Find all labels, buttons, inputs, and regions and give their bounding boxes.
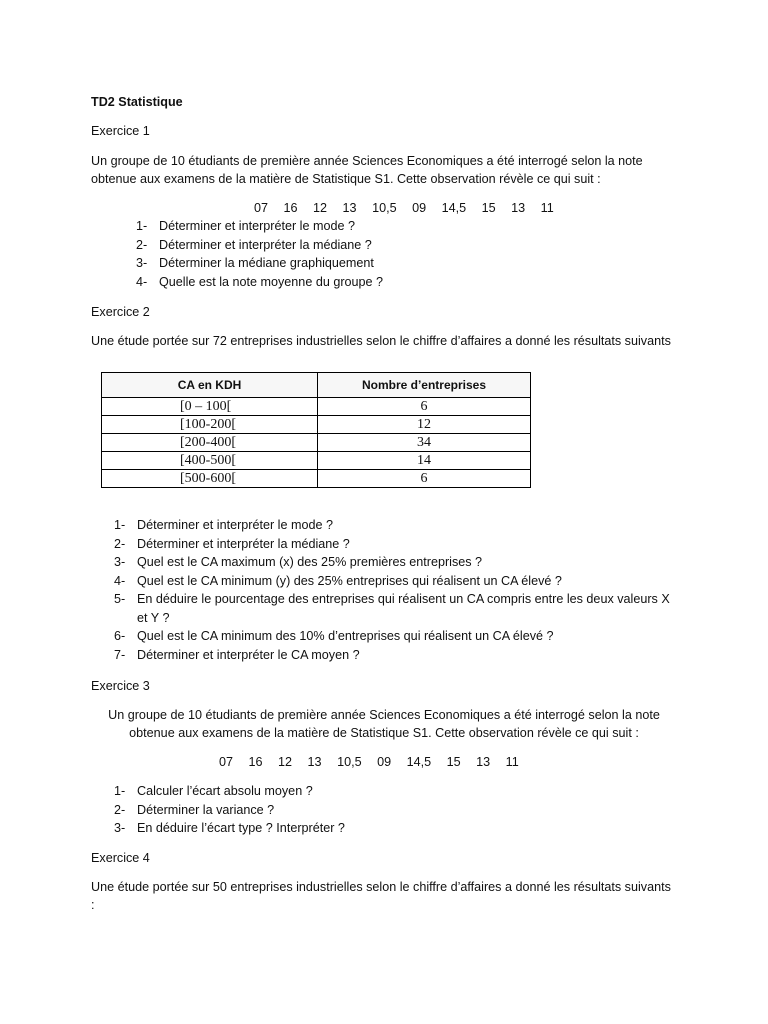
item-text: Déterminer et interpréter le mode ? <box>159 219 355 233</box>
note-value: 14,5 <box>406 755 432 769</box>
note-value: 12 <box>278 755 293 769</box>
item-number: 2- <box>114 802 126 817</box>
table-row <box>102 416 531 434</box>
note-value: 14,5 <box>441 201 467 215</box>
note-value: 13 <box>476 755 491 769</box>
list-item <box>136 254 383 273</box>
list-item <box>114 553 670 572</box>
item-text: Déterminer la variance ? <box>137 802 275 817</box>
item-text: Quelle est la note moyenne du groupe ? <box>159 274 384 289</box>
list-item <box>114 646 670 665</box>
list-item <box>136 273 384 292</box>
company-count: 14 <box>318 452 531 470</box>
column-header-ca: CA en KDH <box>102 373 318 398</box>
company-count: 6 <box>318 470 531 488</box>
item-text: Quel est le CA maximum (x) des 25% premières entreprises ? <box>137 555 483 569</box>
exercise-1-intro-line-2: obtenue aux examens de la matière de Statistique S1. Cette observation révèle ce qui suit : <box>91 172 601 186</box>
exercise-1-questions <box>136 217 384 291</box>
item-number: 4- <box>136 274 148 289</box>
list-item <box>114 801 345 820</box>
item-text: Calculer l’écart absolu moyen ? <box>137 784 313 798</box>
note-value: 11 <box>505 755 519 769</box>
exercise-3-intro-line-2: obtenue aux examens de la matière de Statistique S1. Cette observation révèle ce qui suit : <box>129 726 639 740</box>
item-text: Quel est le CA minimum (y) des 25% entreprises qui réalisent un CA élevé ? <box>137 573 562 588</box>
item-number: 1- <box>114 518 126 532</box>
list-item <box>114 535 670 554</box>
item-number: 3- <box>114 555 126 569</box>
exercise-4-intro-continued: : <box>91 898 95 912</box>
list-item <box>136 236 383 255</box>
note-value: 15 <box>481 201 496 215</box>
ca-interval: [0 – 100[ <box>102 398 318 416</box>
note-value: 13 <box>511 201 526 215</box>
item-text: Déterminer et interpréter le CA moyen ? <box>137 647 360 662</box>
ca-interval: [400-500[ <box>102 452 318 470</box>
list-item <box>136 217 383 236</box>
table-row <box>102 470 531 488</box>
list-item <box>114 590 670 627</box>
item-text-continued: et Y ? <box>137 610 170 625</box>
note-value: 16 <box>248 755 263 769</box>
ca-distribution-table <box>101 372 531 488</box>
list-item <box>114 782 345 801</box>
item-number: 6- <box>114 629 126 643</box>
note-value: 10,5 <box>337 755 362 769</box>
exercise-3-questions <box>114 782 345 838</box>
exercise-4-heading: Exercice 4 <box>91 851 150 865</box>
note-value: 13 <box>307 755 322 769</box>
item-number: 1- <box>136 219 148 233</box>
item-text: En déduire le pourcentage des entreprises qui réalisent un CA compris entre les deux valeurs X <box>137 592 670 606</box>
item-text: En déduire l’écart type ? Interpréter ? <box>137 821 345 835</box>
item-text: Quel est le CA minimum des 10% d’entreprises qui réalisent un CA élevé ? <box>137 629 554 643</box>
company-count: 6 <box>318 398 531 416</box>
table-row <box>102 434 531 452</box>
list-item <box>114 627 670 646</box>
company-count: 34 <box>318 434 531 452</box>
item-number: 1- <box>114 784 126 798</box>
ca-interval: [100-200[ <box>102 416 318 434</box>
table-row <box>102 452 531 470</box>
note-value: 09 <box>412 201 427 215</box>
item-number: 3- <box>136 256 148 270</box>
exercise-2-questions <box>114 516 670 664</box>
note-value: 10,5 <box>372 201 397 215</box>
exercise-4-intro: Une étude portée sur 50 entreprises industrielles selon le chiffre d’affaires a donné les résultats suivants <box>91 880 671 894</box>
item-text: Déterminer et interpréter la médiane ? <box>159 237 372 252</box>
note-value: 09 <box>377 755 392 769</box>
note-value: 15 <box>446 755 461 769</box>
table-header-row <box>102 373 531 398</box>
note-value: 13 <box>342 201 357 215</box>
list-item <box>114 572 670 591</box>
item-text: Déterminer et interpréter la médiane ? <box>137 536 350 551</box>
exercise-1-heading: Exercice 1 <box>91 124 150 138</box>
item-number: 3- <box>114 821 126 835</box>
item-text: Déterminer et interpréter le mode ? <box>137 518 333 532</box>
exercise-1-intro-line-1: Un groupe de 10 étudiants de première année Sciences Economiques a été interrogé selon la note <box>91 154 643 168</box>
exercise-2-heading: Exercice 2 <box>91 305 150 319</box>
item-number: 5- <box>114 592 126 606</box>
exercise-3-intro-line-1: Un groupe de 10 étudiants de première année Sciences Economiques a été interrogé selon la note <box>108 708 660 722</box>
list-item <box>114 516 670 535</box>
exercise-3-heading: Exercice 3 <box>91 679 150 693</box>
company-count: 12 <box>318 416 531 434</box>
item-number: 2- <box>136 237 148 252</box>
document-title: TD2 Statistique <box>91 95 183 109</box>
note-value: 16 <box>283 201 298 215</box>
note-value: 11 <box>540 201 554 215</box>
ca-interval: [500-600[ <box>102 470 318 488</box>
column-header-count: Nombre d’entreprises <box>318 373 531 398</box>
exercise-2-intro: Une étude portée sur 72 entreprises industrielles selon le chiffre d’affaires a donné les résultats suivants <box>91 334 671 348</box>
item-number: 7- <box>114 647 126 662</box>
table-row <box>102 398 531 416</box>
exercise-1-notes <box>248 199 560 217</box>
item-number: 4- <box>114 573 126 588</box>
note-value: 07 <box>254 201 269 215</box>
item-text: Déterminer la médiane graphiquement <box>159 256 374 270</box>
list-item <box>114 819 345 838</box>
note-value: 12 <box>313 201 328 215</box>
ca-interval: [200-400[ <box>102 434 318 452</box>
item-number: 2- <box>114 536 126 551</box>
exercise-3-notes <box>213 753 525 771</box>
note-value: 07 <box>219 755 234 769</box>
